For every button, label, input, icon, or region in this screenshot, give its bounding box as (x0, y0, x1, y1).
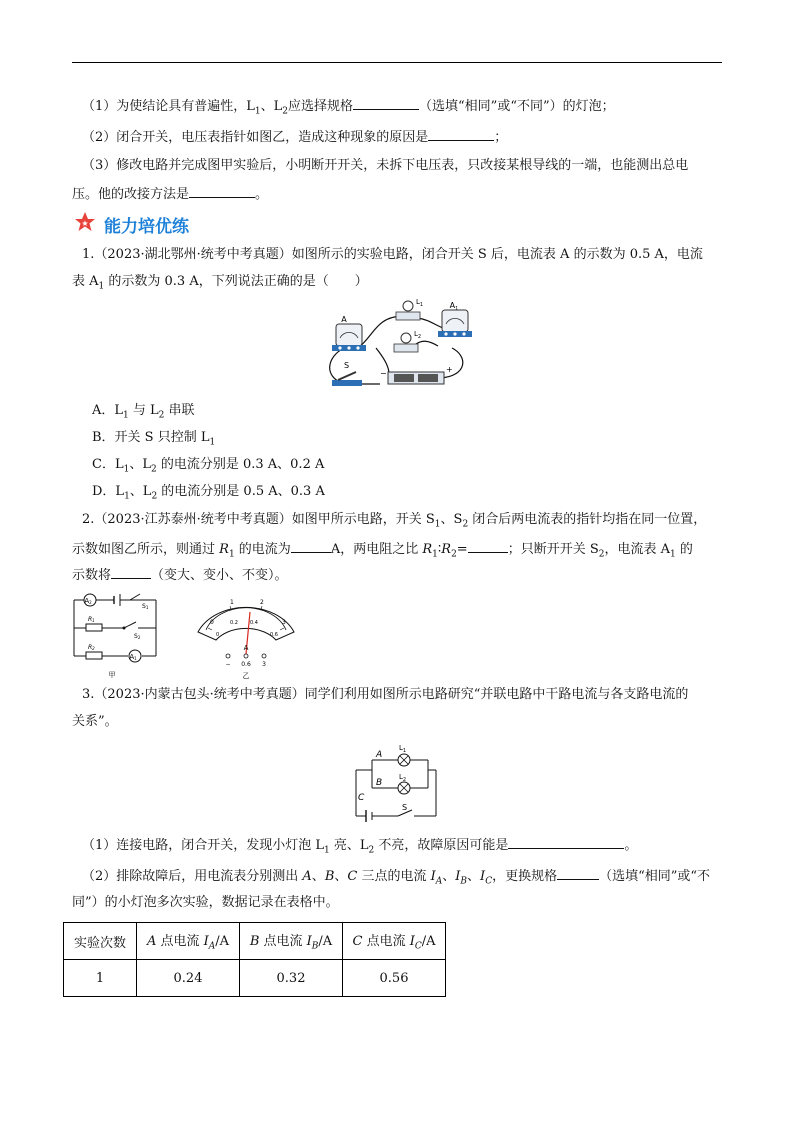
svg-text:3: 3 (262, 661, 266, 668)
prev-q3-line1: （3）修改电路并完成图甲实验后，小明断开开关，未拆下电压表，只改接某根导线的一端，也能测出总电 (82, 158, 689, 173)
svg-text:★: ★ (81, 219, 89, 228)
svg-text:L1: $L_1$ (416, 298, 424, 308)
ammeter-A1-icon (438, 301, 472, 337)
prev-q1: （1）为使结论具有普遍性，$L_1$、$L_2$应选择规格 （选填“相同”或“不同”）的灯泡； (82, 99, 615, 117)
svg-text:A1: A1 (129, 653, 137, 661)
lamp-L1-icon (396, 298, 423, 320)
answer-blank[interactable] (428, 128, 494, 141)
answer-blank[interactable] (468, 540, 508, 553)
svg-text:甲: 甲 (108, 671, 116, 679)
svg-text:0.4: 0.4 (250, 620, 258, 626)
p1-option-A[interactable]: A．$L_1$ 与 $L_2$ 串联 (92, 403, 195, 421)
svg-text:A2: A2 (84, 597, 92, 605)
svg-text:0.6: 0.6 (270, 632, 278, 638)
resistor-R2-icon (86, 644, 102, 659)
ammeter-A2-icon (84, 594, 96, 606)
ammeter-A1-icon (129, 650, 141, 662)
prev-q2: （2）闭合开关，电压表指针如图乙，造成这种现象的原因是 ； (82, 130, 508, 145)
data-table (63, 922, 446, 997)
answer-blank[interactable] (353, 97, 419, 110)
svg-text:L1: $L_1$ (399, 744, 407, 754)
p2-line1: 2.（2023·江苏泰州·统考中考真题）如图甲所示电路，开关 $S_1$、$S_2$ 闭合后两电流表的指针均指在同一位置， (82, 512, 707, 530)
svg-text:A: A (376, 750, 383, 760)
svg-text:L2: $L_2$ (399, 773, 407, 783)
svg-text:L2: $L_2$ (414, 330, 422, 340)
prev-q3-line2: 压。他的改接方法是 。 (72, 187, 269, 202)
table-header-row (64, 923, 446, 960)
star-badge-icon (74, 211, 98, 233)
svg-text:0.2: 0.2 (230, 620, 238, 626)
p3-q2-line1: （2）排除故障后，用电流表分别测出 A、B、C 三点的电流 $I_A$、$I_B$、$I_C$，更换规格 （选填“相同”或“不 (82, 869, 711, 887)
svg-text:S: S (402, 803, 408, 812)
p1-option-C[interactable]: C．$L_1$、$L_2$ 的电流分别是 0.3 A、0.2 A (92, 457, 325, 475)
svg-text:3: 3 (282, 619, 286, 626)
p2-ammeter-yi-figure (190, 592, 302, 682)
p3-q1: （1）连接电路，闭合开关，发现小灯泡 $L_1$ 亮、$L_2$ 不亮，故障原因可能是 。 (82, 838, 638, 856)
svg-text:A1: $A_1$ (449, 301, 459, 312)
svg-text:S2: S2 (134, 633, 141, 640)
battery-icon (380, 365, 453, 384)
answer-blank[interactable] (189, 185, 255, 198)
answer-blank[interactable] (557, 867, 599, 880)
lamp-L1-icon (398, 744, 410, 766)
table-header: A 点电流 $I_A/A$ (137, 923, 240, 960)
svg-text:A: A (341, 315, 347, 324)
section-title: 能力培优练 (104, 217, 189, 237)
svg-text:0: 0 (216, 632, 220, 638)
answer-blank[interactable] (111, 566, 151, 579)
svg-text:S1: S1 (142, 603, 149, 610)
p2-line2: 示数如图乙所示，则通过 $R_1$ 的电流为 A，两电阻之比 $R_1∶R_2=$ ；只断开开关 $S_2$，电流表 $A_1$ 的 (72, 542, 693, 560)
svg-text:乙: 乙 (242, 672, 250, 680)
svg-text:C: C (358, 793, 365, 803)
svg-text:0: 0 (210, 619, 214, 626)
p1-line2: 表 $A_1$ 的示数为 0.3 A，下列说法正确的是（ ） (72, 274, 368, 292)
table-header: 实验次数 (64, 923, 137, 960)
svg-text:+: + (446, 365, 453, 374)
p1-option-D[interactable]: D．$L_1$、$L_2$ 的电流分别是 0.5 A、0.3 A (92, 484, 325, 502)
p3-circuit-figure (346, 740, 446, 824)
p3-line2: 关系”。 (72, 714, 118, 729)
svg-text:R2: R2 (88, 644, 95, 651)
terminals-icon (226, 654, 266, 658)
svg-text:2: 2 (260, 599, 264, 606)
resistor-R1-icon (86, 616, 102, 631)
switch-S-icon (332, 361, 362, 386)
top-rule (72, 62, 722, 63)
table-header: C 点电流 $I_C/A$ (343, 923, 446, 960)
svg-text:−: − (380, 369, 387, 378)
lamp-L2-icon (398, 773, 410, 794)
svg-text:0.6: 0.6 (241, 661, 251, 668)
svg-text:A: A (243, 644, 249, 652)
ammeter-A-icon (332, 315, 366, 351)
table-cell: 0.24 (137, 960, 240, 997)
p1-circuit-figure (318, 296, 480, 394)
svg-text:S: S (344, 361, 350, 370)
p3-line1: 3.（2023·内蒙古包头·统考中考真题）同学们利用如图所示电路研究“并联电路中干路电流与各支路电流的 (82, 687, 689, 702)
lamp-L2-icon (394, 330, 421, 352)
svg-text:B: B (376, 778, 383, 788)
svg-text:−: − (225, 661, 231, 668)
svg-text:1: 1 (230, 599, 234, 606)
answer-blank[interactable] (508, 836, 624, 849)
p2-line3: 示数将 （变大、变小、不变）。 (72, 568, 288, 583)
p1-line1: 1.（2023·湖北鄂州·统考中考真题）如图所示的实验电路，闭合开关 S 后，电流表 A 的示数为 0.5 A，电流 (82, 247, 703, 262)
p2-circuit-jia-figure (68, 592, 164, 682)
answer-blank[interactable] (291, 540, 331, 553)
svg-text:R1: R1 (88, 616, 95, 623)
p3-q2-line2: 同”）的小灯泡多次实验，数据记录在表格中。 (72, 895, 339, 910)
table-header: B 点电流 $I_B/A$ (240, 923, 343, 960)
p1-option-B[interactable]: B．开关 S 只控制 $L_1$ (92, 430, 216, 448)
table-row (64, 960, 446, 997)
table-cell: 1 (64, 960, 137, 997)
table-cell: 0.32 (240, 960, 343, 997)
table-cell: 0.56 (343, 960, 446, 997)
